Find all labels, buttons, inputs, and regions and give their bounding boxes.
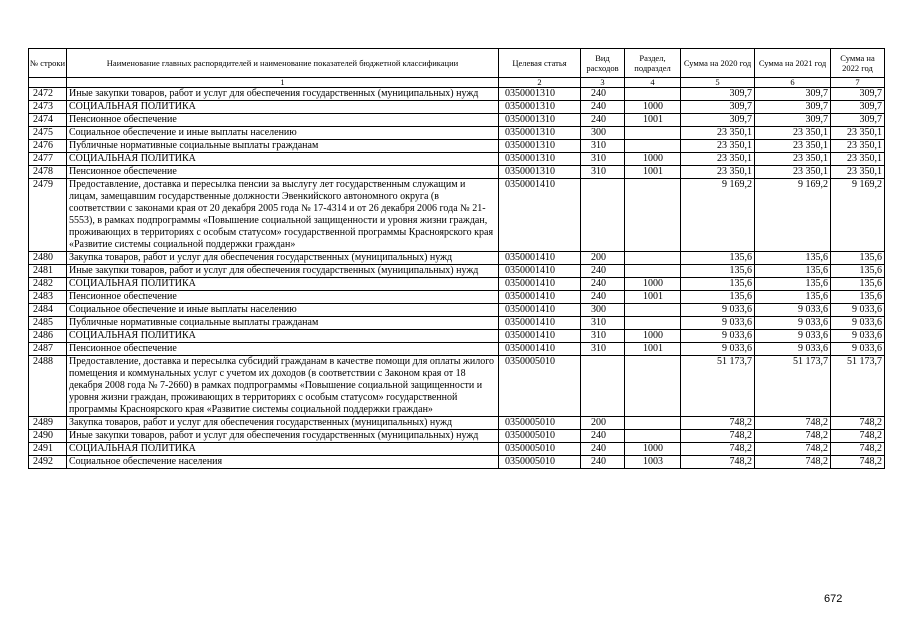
section-code: 1001 xyxy=(625,166,681,179)
sum-2020: 748,2 xyxy=(681,430,755,443)
indicator-name: Иные закупки товаров, работ и услуг для обеспечения государственных (муниципальных) нужд xyxy=(67,430,499,443)
sum-2020: 9 033,6 xyxy=(681,317,755,330)
sum-2021: 309,7 xyxy=(755,101,831,114)
row-number: 2486 xyxy=(29,330,67,343)
sum-2021: 9 169,2 xyxy=(755,179,831,252)
indicator-name: СОЦИАЛЬНАЯ ПОЛИТИКА xyxy=(67,330,499,343)
sum-2021: 23 350,1 xyxy=(755,153,831,166)
expense-type: 300 xyxy=(581,304,625,317)
header-target-article: Целевая статья xyxy=(499,49,581,78)
section-code xyxy=(625,304,681,317)
target-article: 0350001410 xyxy=(499,343,581,356)
row-number: 2480 xyxy=(29,252,67,265)
header-sum-2020: Сумма на 2020 год xyxy=(681,49,755,78)
table-row xyxy=(29,101,885,114)
sum-2020: 23 350,1 xyxy=(681,127,755,140)
sum-2021: 135,6 xyxy=(755,252,831,265)
indicator-name: Иные закупки товаров, работ и услуг для обеспечения государственных (муниципальных) нужд xyxy=(67,265,499,278)
sum-2021: 135,6 xyxy=(755,291,831,304)
column-number: 7 xyxy=(831,78,885,88)
expense-type: 240 xyxy=(581,88,625,101)
column-number: 5 xyxy=(681,78,755,88)
indicator-name: СОЦИАЛЬНАЯ ПОЛИТИКА xyxy=(67,278,499,291)
target-article: 0350005010 xyxy=(499,417,581,430)
expense-type: 240 xyxy=(581,430,625,443)
section-code xyxy=(625,417,681,430)
target-article: 0350001310 xyxy=(499,101,581,114)
section-code: 1001 xyxy=(625,343,681,356)
expense-type: 310 xyxy=(581,317,625,330)
indicator-name: Социальное обеспечение и иные выплаты населению xyxy=(67,127,499,140)
section-code xyxy=(625,88,681,101)
indicator-name: Публичные нормативные социальные выплаты гражданам xyxy=(67,140,499,153)
column-number xyxy=(29,78,67,88)
sum-2021: 51 173,7 xyxy=(755,356,831,417)
sum-2020: 309,7 xyxy=(681,88,755,101)
row-number: 2485 xyxy=(29,317,67,330)
header-expense-type: Вид расходов xyxy=(581,49,625,78)
sum-2022: 23 350,1 xyxy=(831,153,885,166)
indicator-name: СОЦИАЛЬНАЯ ПОЛИТИКА xyxy=(67,443,499,456)
row-number: 2490 xyxy=(29,430,67,443)
sum-2020: 9 033,6 xyxy=(681,330,755,343)
table-row xyxy=(29,456,885,469)
indicator-name: Предоставление, доставка и пересылка пенсии за выслугу лет государственным служащим и лицам, замещавшим государственные должности Эвенкийского автономного округа (в соответствии с законами края от 20 декабря 2005 года № 17-4314 и от 26 декабря 2006 года № 21-5553), в рамках подпрограммы «Повышение социальной защищенности и уровня жизни граждан, проживающих в территориях с особым статусом» государственной программы Красноярского края «Развитие системы социальной поддержки граждан» xyxy=(67,179,499,252)
target-article: 0350001310 xyxy=(499,127,581,140)
sum-2022: 748,2 xyxy=(831,430,885,443)
sum-2020: 309,7 xyxy=(681,114,755,127)
sum-2021: 135,6 xyxy=(755,278,831,291)
sum-2021: 9 033,6 xyxy=(755,304,831,317)
row-number: 2472 xyxy=(29,88,67,101)
target-article: 0350001410 xyxy=(499,278,581,291)
expense-type xyxy=(581,356,625,417)
indicator-name: Пенсионное обеспечение xyxy=(67,291,499,304)
section-code: 1000 xyxy=(625,330,681,343)
expense-type: 240 xyxy=(581,114,625,127)
sum-2020: 135,6 xyxy=(681,265,755,278)
section-code: 1000 xyxy=(625,153,681,166)
page-number: 672 xyxy=(824,593,843,605)
target-article: 0350001310 xyxy=(499,140,581,153)
table-header xyxy=(29,49,885,88)
budget-table xyxy=(28,48,885,469)
row-number: 2491 xyxy=(29,443,67,456)
row-number: 2482 xyxy=(29,278,67,291)
row-number: 2488 xyxy=(29,356,67,417)
column-number-row xyxy=(29,78,885,88)
sum-2020: 23 350,1 xyxy=(681,153,755,166)
target-article: 0350001310 xyxy=(499,88,581,101)
sum-2022: 9 169,2 xyxy=(831,179,885,252)
sum-2021: 309,7 xyxy=(755,88,831,101)
sum-2022: 748,2 xyxy=(831,456,885,469)
section-code xyxy=(625,179,681,252)
table-row xyxy=(29,140,885,153)
table-row xyxy=(29,443,885,456)
sum-2022: 51 173,7 xyxy=(831,356,885,417)
table-row xyxy=(29,166,885,179)
section-code xyxy=(625,356,681,417)
section-code xyxy=(625,265,681,278)
sum-2020: 748,2 xyxy=(681,417,755,430)
indicator-name: Закупка товаров, работ и услуг для обеспечения государственных (муниципальных) нужд xyxy=(67,417,499,430)
sum-2022: 23 350,1 xyxy=(831,166,885,179)
table-row xyxy=(29,356,885,417)
sum-2022: 135,6 xyxy=(831,252,885,265)
sum-2020: 9 169,2 xyxy=(681,179,755,252)
sum-2021: 309,7 xyxy=(755,114,831,127)
expense-type: 240 xyxy=(581,278,625,291)
sum-2021: 748,2 xyxy=(755,417,831,430)
expense-type: 200 xyxy=(581,252,625,265)
header-sum-2021: Сумма на 2021 год xyxy=(755,49,831,78)
table-row xyxy=(29,417,885,430)
sum-2022: 748,2 xyxy=(831,417,885,430)
sum-2022: 135,6 xyxy=(831,265,885,278)
expense-type xyxy=(581,179,625,252)
indicator-name: Социальное обеспечение населения xyxy=(67,456,499,469)
row-number: 2476 xyxy=(29,140,67,153)
sum-2020: 748,2 xyxy=(681,456,755,469)
sum-2020: 9 033,6 xyxy=(681,343,755,356)
row-number: 2478 xyxy=(29,166,67,179)
section-code xyxy=(625,430,681,443)
sum-2022: 135,6 xyxy=(831,278,885,291)
section-code: 1001 xyxy=(625,291,681,304)
indicator-name: Иные закупки товаров, работ и услуг для обеспечения государственных (муниципальных) нужд xyxy=(67,88,499,101)
sum-2021: 9 033,6 xyxy=(755,343,831,356)
indicator-name: Пенсионное обеспечение xyxy=(67,343,499,356)
expense-type: 310 xyxy=(581,330,625,343)
table-row xyxy=(29,252,885,265)
sum-2022: 23 350,1 xyxy=(831,140,885,153)
table-row xyxy=(29,278,885,291)
row-number: 2474 xyxy=(29,114,67,127)
target-article: 0350001410 xyxy=(499,179,581,252)
sum-2020: 748,2 xyxy=(681,443,755,456)
table-row xyxy=(29,304,885,317)
sum-2022: 23 350,1 xyxy=(831,127,885,140)
section-code: 1001 xyxy=(625,114,681,127)
table-row xyxy=(29,317,885,330)
sum-2021: 748,2 xyxy=(755,456,831,469)
indicator-name: Закупка товаров, работ и услуг для обеспечения государственных (муниципальных) нужд xyxy=(67,252,499,265)
row-number: 2489 xyxy=(29,417,67,430)
table-row xyxy=(29,330,885,343)
sum-2022: 309,7 xyxy=(831,114,885,127)
expense-type: 240 xyxy=(581,443,625,456)
indicator-name: Пенсионное обеспечение xyxy=(67,114,499,127)
sum-2021: 748,2 xyxy=(755,443,831,456)
sum-2022: 309,7 xyxy=(831,101,885,114)
header-sum-2022: Сумма на 2022 год xyxy=(831,49,885,78)
row-number: 2475 xyxy=(29,127,67,140)
table-row xyxy=(29,179,885,252)
section-code xyxy=(625,127,681,140)
row-number: 2473 xyxy=(29,101,67,114)
expense-type: 240 xyxy=(581,101,625,114)
table-row xyxy=(29,291,885,304)
target-article: 0350005010 xyxy=(499,356,581,417)
header-name: Наименование главных распорядителей и наименование показателей бюджетной классификации xyxy=(67,49,499,78)
target-article: 0350001410 xyxy=(499,330,581,343)
table-row xyxy=(29,343,885,356)
sum-2022: 9 033,6 xyxy=(831,343,885,356)
indicator-name: СОЦИАЛЬНАЯ ПОЛИТИКА xyxy=(67,101,499,114)
header-row-number: № строки xyxy=(29,49,67,78)
table-row xyxy=(29,430,885,443)
sum-2020: 9 033,6 xyxy=(681,304,755,317)
sum-2022: 9 033,6 xyxy=(831,317,885,330)
row-number: 2477 xyxy=(29,153,67,166)
section-code: 1000 xyxy=(625,278,681,291)
table-body xyxy=(29,88,885,469)
section-code xyxy=(625,252,681,265)
expense-type: 240 xyxy=(581,291,625,304)
table-row xyxy=(29,114,885,127)
expense-type: 240 xyxy=(581,265,625,278)
table-row xyxy=(29,127,885,140)
sum-2020: 23 350,1 xyxy=(681,140,755,153)
sum-2022: 135,6 xyxy=(831,291,885,304)
section-code: 1000 xyxy=(625,443,681,456)
header-row xyxy=(29,49,885,78)
target-article: 0350005010 xyxy=(499,443,581,456)
target-article: 0350001310 xyxy=(499,166,581,179)
column-number: 3 xyxy=(581,78,625,88)
table-row xyxy=(29,88,885,101)
table-row xyxy=(29,265,885,278)
expense-type: 300 xyxy=(581,127,625,140)
row-number: 2479 xyxy=(29,179,67,252)
section-code xyxy=(625,317,681,330)
sum-2021: 748,2 xyxy=(755,430,831,443)
column-number: 1 xyxy=(67,78,499,88)
indicator-name: Предоставление, доставка и пересылка субсидий гражданам в качестве помощи для оплаты жилого помещения и коммунальных услуг с учетом их доходов (в соответствии с Законом края от 18 декабря 2008 года № 7-2660) в рамках подпрограммы «Повышение социальной защищенности и уровня жизни граждан, проживающих в территориях с особым статусом» государственной программы Красноярского края «Развитие системы социальной поддержки граждан» xyxy=(67,356,499,417)
row-number: 2484 xyxy=(29,304,67,317)
sum-2022: 9 033,6 xyxy=(831,304,885,317)
target-article: 0350001310 xyxy=(499,153,581,166)
sum-2020: 23 350,1 xyxy=(681,166,755,179)
row-number: 2481 xyxy=(29,265,67,278)
sum-2021: 9 033,6 xyxy=(755,317,831,330)
sum-2022: 748,2 xyxy=(831,443,885,456)
sum-2020: 135,6 xyxy=(681,252,755,265)
table-row xyxy=(29,153,885,166)
expense-type: 200 xyxy=(581,417,625,430)
row-number: 2492 xyxy=(29,456,67,469)
sum-2021: 135,6 xyxy=(755,265,831,278)
sum-2020: 51 173,7 xyxy=(681,356,755,417)
expense-type: 310 xyxy=(581,153,625,166)
column-number: 6 xyxy=(755,78,831,88)
sum-2021: 23 350,1 xyxy=(755,140,831,153)
sum-2020: 135,6 xyxy=(681,278,755,291)
section-code xyxy=(625,140,681,153)
expense-type: 310 xyxy=(581,166,625,179)
sum-2021: 23 350,1 xyxy=(755,166,831,179)
header-section: Раздел, подраздел xyxy=(625,49,681,78)
target-article: 0350005010 xyxy=(499,430,581,443)
target-article: 0350001410 xyxy=(499,317,581,330)
expense-type: 310 xyxy=(581,140,625,153)
target-article: 0350001410 xyxy=(499,291,581,304)
sum-2020: 135,6 xyxy=(681,291,755,304)
expense-type: 240 xyxy=(581,456,625,469)
sum-2021: 23 350,1 xyxy=(755,127,831,140)
row-number: 2487 xyxy=(29,343,67,356)
section-code: 1003 xyxy=(625,456,681,469)
indicator-name: СОЦИАЛЬНАЯ ПОЛИТИКА xyxy=(67,153,499,166)
indicator-name: Публичные нормативные социальные выплаты гражданам xyxy=(67,317,499,330)
expense-type: 310 xyxy=(581,343,625,356)
sum-2022: 9 033,6 xyxy=(831,330,885,343)
sum-2020: 309,7 xyxy=(681,101,755,114)
target-article: 0350001310 xyxy=(499,114,581,127)
section-code: 1000 xyxy=(625,101,681,114)
target-article: 0350005010 xyxy=(499,456,581,469)
column-number: 2 xyxy=(499,78,581,88)
column-number: 4 xyxy=(625,78,681,88)
row-number: 2483 xyxy=(29,291,67,304)
target-article: 0350001410 xyxy=(499,304,581,317)
target-article: 0350001410 xyxy=(499,265,581,278)
sum-2021: 9 033,6 xyxy=(755,330,831,343)
sum-2022: 309,7 xyxy=(831,88,885,101)
indicator-name: Социальное обеспечение и иные выплаты населению xyxy=(67,304,499,317)
target-article: 0350001410 xyxy=(499,252,581,265)
indicator-name: Пенсионное обеспечение xyxy=(67,166,499,179)
